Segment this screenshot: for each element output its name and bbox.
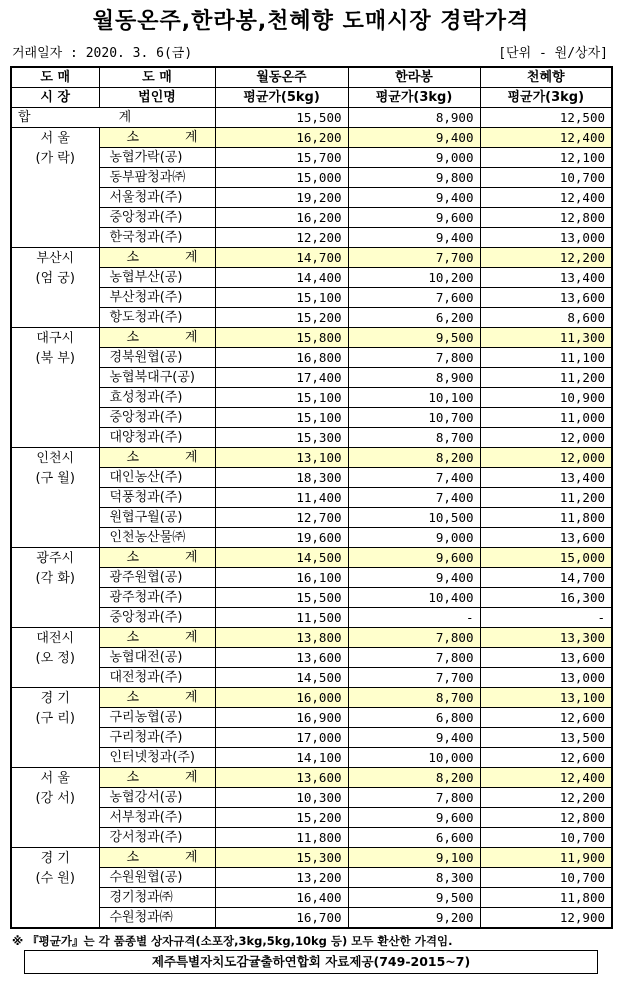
price-col2: 10,500	[348, 508, 480, 528]
subtotal-col1: 13,100	[215, 448, 348, 468]
table-row	[11, 648, 612, 668]
subtotal-row	[11, 328, 612, 348]
price-col1: 13,600	[215, 648, 348, 668]
firm-name: 동부팜청과㈜	[99, 168, 215, 188]
firm-name: 광주청과(주)	[99, 588, 215, 608]
table-row	[11, 428, 612, 448]
price-col2: 7,400	[348, 468, 480, 488]
subtotal-col1: 13,600	[215, 768, 348, 788]
price-col2: 8,900	[348, 368, 480, 388]
table-row	[11, 708, 612, 728]
market-city: 서 울	[40, 131, 70, 146]
subtotal-col1: 16,000	[215, 688, 348, 708]
price-col2: 10,000	[348, 748, 480, 768]
table-row	[11, 408, 612, 428]
price-col2: 9,000	[348, 148, 480, 168]
market-city: 경 기	[40, 691, 70, 706]
subtotal-row	[11, 848, 612, 868]
price-col1: 14,100	[215, 748, 348, 768]
price-col1: 11,400	[215, 488, 348, 508]
firm-name: 경기청과㈜	[99, 888, 215, 908]
price-col2: 7,600	[348, 288, 480, 308]
price-col3: 10,700	[480, 168, 612, 188]
price-col3: 12,900	[480, 908, 612, 929]
price-col1: 14,500	[215, 668, 348, 688]
firm-name: 중앙청과(주)	[99, 408, 215, 428]
table-row	[11, 868, 612, 888]
subtotal-col3: 12,400	[480, 128, 612, 148]
table-row	[11, 828, 612, 848]
price-col2: 7,700	[348, 668, 480, 688]
firm-name: 농협북대구(공)	[99, 368, 215, 388]
price-col1: 16,900	[215, 708, 348, 728]
market-city: 경 기	[40, 851, 70, 866]
subtotal-col3: 11,900	[480, 848, 612, 868]
price-col3: 11,200	[480, 368, 612, 388]
price-col2: 10,200	[348, 268, 480, 288]
price-col2: 7,400	[348, 488, 480, 508]
price-col2: 7,800	[348, 648, 480, 668]
price-col2: 9,400	[348, 728, 480, 748]
price-col3: 12,600	[480, 748, 612, 768]
source-box: 제주특별자치도감귤출하연합회 자료제공(749-2015~7)	[24, 950, 598, 974]
price-col3: 8,600	[480, 308, 612, 328]
price-col1: 18,300	[215, 468, 348, 488]
total-col1: 15,500	[215, 108, 348, 128]
firm-name: 효성청과(주)	[99, 388, 215, 408]
price-col2: 9,500	[348, 888, 480, 908]
table-row	[11, 668, 612, 688]
price-col3: 10,900	[480, 388, 612, 408]
firm-name: 농협부산(공)	[99, 268, 215, 288]
table-row	[11, 168, 612, 188]
price-col3: 14,700	[480, 568, 612, 588]
subtotal-col1: 15,300	[215, 848, 348, 868]
price-col3: 11,200	[480, 488, 612, 508]
page-title: 월동온주,한라봉,천혜향 도매시장 경락가격	[92, 9, 530, 34]
subtotal-col3: 11,300	[480, 328, 612, 348]
price-col2: 8,700	[348, 428, 480, 448]
firm-name: 구리농협(공)	[99, 708, 215, 728]
market-header-2: 시 장	[11, 88, 99, 108]
price-col2: 9,000	[348, 528, 480, 548]
table-row	[11, 368, 612, 388]
price-col3: 13,600	[480, 288, 612, 308]
price-col2: 9,400	[348, 188, 480, 208]
price-col3: 10,700	[480, 828, 612, 848]
price-col2: 9,200	[348, 908, 480, 929]
table-row	[11, 308, 612, 328]
price-col1: 16,800	[215, 348, 348, 368]
price-col1: 15,200	[215, 808, 348, 828]
price-col1: 16,100	[215, 568, 348, 588]
table-row	[11, 148, 612, 168]
price-col1: 15,200	[215, 308, 348, 328]
price-col2: 6,800	[348, 708, 480, 728]
table-row	[11, 208, 612, 228]
price-col2: 10,700	[348, 408, 480, 428]
subtotal-col1: 16,200	[215, 128, 348, 148]
price-col3: 12,100	[480, 148, 612, 168]
market-name	[11, 128, 99, 248]
price-col1: 13,200	[215, 868, 348, 888]
table-row	[11, 508, 612, 528]
subtotal-col3: 12,400	[480, 768, 612, 788]
subtotal-label: 소 계	[99, 848, 215, 868]
market-city: 부산시	[36, 251, 75, 266]
firm-name: 한국청과(주)	[99, 228, 215, 248]
subtotal-col2: 8,200	[348, 768, 480, 788]
subtotal-col1: 14,700	[215, 248, 348, 268]
price-col1: 15,100	[215, 288, 348, 308]
price-col1: 12,700	[215, 508, 348, 528]
price-col3: 13,400	[480, 268, 612, 288]
table-row	[11, 388, 612, 408]
trade-date: 거래일자 : 2020. 3. 6(금)	[12, 46, 193, 61]
price-col1: 16,400	[215, 888, 348, 908]
price-col3: -	[480, 608, 612, 628]
col2-header: 한라봉	[348, 67, 480, 88]
firm-name: 광주원협(공)	[99, 568, 215, 588]
market-district: (북 부)	[35, 351, 75, 366]
subtotal-col2: 7,800	[348, 628, 480, 648]
firm-name: 서울청과(주)	[99, 188, 215, 208]
price-col1: 15,100	[215, 408, 348, 428]
firm-name: 부산청과(주)	[99, 288, 215, 308]
price-col3: 11,100	[480, 348, 612, 368]
total-row	[11, 108, 612, 128]
price-col3: 16,300	[480, 588, 612, 608]
market-city: 대전시	[36, 631, 75, 646]
subtotal-col2: 9,500	[348, 328, 480, 348]
price-col3: 12,000	[480, 428, 612, 448]
subtotal-col2: 9,400	[348, 128, 480, 148]
firm-name: 수원원협(공)	[99, 868, 215, 888]
header-row-2	[11, 88, 612, 108]
table-row	[11, 528, 612, 548]
subtotal-row	[11, 248, 612, 268]
price-col3: 13,000	[480, 668, 612, 688]
price-col1: 16,700	[215, 908, 348, 929]
firm-name: 수원청과㈜	[99, 908, 215, 929]
firm-name: 농협강서(공)	[99, 788, 215, 808]
price-col2: 6,600	[348, 828, 480, 848]
table-body	[11, 108, 612, 929]
price-col3: 12,800	[480, 808, 612, 828]
price-col1: 15,100	[215, 388, 348, 408]
table-row	[11, 568, 612, 588]
table-row	[11, 748, 612, 768]
subtotal-col1: 15,800	[215, 328, 348, 348]
market-city: 인천시	[36, 451, 75, 466]
subtotal-label: 소 계	[99, 448, 215, 468]
price-col2: 9,400	[348, 228, 480, 248]
firm-name: 항도청과(주)	[99, 308, 215, 328]
price-col3: 12,800	[480, 208, 612, 228]
col1-subheader: 평균가(5kg)	[215, 88, 348, 108]
price-col3: 12,600	[480, 708, 612, 728]
table-row	[11, 608, 612, 628]
price-col1: 15,300	[215, 428, 348, 448]
market-name	[11, 328, 99, 448]
col3-header: 천혜향	[480, 67, 612, 88]
firm-name: 농협가락(공)	[99, 148, 215, 168]
price-col1: 19,600	[215, 528, 348, 548]
subtotal-label: 소 계	[99, 248, 215, 268]
subtotal-row	[11, 768, 612, 788]
price-col3: 13,600	[480, 528, 612, 548]
subtotal-label: 소 계	[99, 128, 215, 148]
table-row	[11, 788, 612, 808]
market-city: 서 울	[40, 771, 70, 786]
subtotal-label: 소 계	[99, 688, 215, 708]
price-col3: 13,500	[480, 728, 612, 748]
price-col1: 10,300	[215, 788, 348, 808]
market-district: (구 리)	[35, 711, 75, 726]
price-col3: 10,700	[480, 868, 612, 888]
total-col3: 12,500	[480, 108, 612, 128]
subtotal-row	[11, 448, 612, 468]
firm-name: 인터넷청과(주)	[99, 748, 215, 768]
subtotal-row	[11, 688, 612, 708]
firm-name: 대인농산(주)	[99, 468, 215, 488]
market-name	[11, 628, 99, 688]
table-row	[11, 228, 612, 248]
col2-subheader: 평균가(3kg)	[348, 88, 480, 108]
firm-name: 농협대전(공)	[99, 648, 215, 668]
firm-name: 구리청과(주)	[99, 728, 215, 748]
firm-name: 대양청과(주)	[99, 428, 215, 448]
table-row	[11, 908, 612, 929]
table-row	[11, 188, 612, 208]
table-row	[11, 588, 612, 608]
price-col1: 12,200	[215, 228, 348, 248]
subtotal-col2: 7,700	[348, 248, 480, 268]
price-col2: 7,800	[348, 348, 480, 368]
price-col1: 15,500	[215, 588, 348, 608]
market-name	[11, 848, 99, 929]
col3-subheader: 평균가(3kg)	[480, 88, 612, 108]
price-col2: 10,400	[348, 588, 480, 608]
header-row-1	[11, 67, 612, 88]
firm-name: 덕풍청과(주)	[99, 488, 215, 508]
market-district: (강 서)	[35, 791, 75, 806]
price-col2: 9,600	[348, 208, 480, 228]
price-col2: 7,800	[348, 788, 480, 808]
market-name	[11, 248, 99, 328]
table-row	[11, 888, 612, 908]
subtotal-row	[11, 128, 612, 148]
total-col2: 8,900	[348, 108, 480, 128]
firm-name: 인천농산물㈜	[99, 528, 215, 548]
subtotal-row	[11, 548, 612, 568]
price-col3: 13,600	[480, 648, 612, 668]
price-col3: 13,000	[480, 228, 612, 248]
market-district: (구 월)	[35, 471, 75, 486]
firm-header: 도 매	[99, 67, 215, 88]
table-row	[11, 808, 612, 828]
subtotal-label: 소 계	[99, 628, 215, 648]
price-col2: 9,400	[348, 568, 480, 588]
firm-name: 서부청과(주)	[99, 808, 215, 828]
price-col2: -	[348, 608, 480, 628]
price-col1: 16,200	[215, 208, 348, 228]
firm-header-2: 법인명	[99, 88, 215, 108]
firm-name: 강서청과(주)	[99, 828, 215, 848]
firm-name: 중앙청과(주)	[99, 208, 215, 228]
price-table	[10, 66, 613, 929]
table-row	[11, 728, 612, 748]
table-row	[11, 468, 612, 488]
subtotal-col3: 13,100	[480, 688, 612, 708]
subtotal-col2: 9,100	[348, 848, 480, 868]
market-name	[11, 448, 99, 548]
price-col3: 12,200	[480, 788, 612, 808]
footnote: ※ 『평균가』는 각 품종별 상자규격(소포장,3kg,5kg,10kg 등) 모두 환산한 가격임.	[12, 934, 453, 948]
price-col3: 11,800	[480, 508, 612, 528]
firm-name: 경북원협(공)	[99, 348, 215, 368]
price-col2: 8,300	[348, 868, 480, 888]
price-col1: 15,700	[215, 148, 348, 168]
market-district: (가 락)	[35, 151, 75, 166]
table-row	[11, 288, 612, 308]
table-row	[11, 348, 612, 368]
market-header: 도 매	[11, 67, 99, 88]
market-city: 광주시	[36, 551, 75, 566]
subtotal-label: 소 계	[99, 328, 215, 348]
price-col1: 15,000	[215, 168, 348, 188]
total-label: 합 계	[11, 108, 215, 128]
subtotal-col3: 12,200	[480, 248, 612, 268]
price-col3: 13,400	[480, 468, 612, 488]
unit-label: [단위 - 원/상자]	[498, 46, 608, 61]
price-col3: 11,000	[480, 408, 612, 428]
market-name	[11, 768, 99, 848]
price-col1: 11,800	[215, 828, 348, 848]
firm-name: 대전청과(주)	[99, 668, 215, 688]
price-col2: 9,600	[348, 808, 480, 828]
market-city: 대구시	[36, 331, 75, 346]
price-col1: 14,400	[215, 268, 348, 288]
price-col3: 11,800	[480, 888, 612, 908]
subtotal-label: 소 계	[99, 548, 215, 568]
subtotal-col1: 13,800	[215, 628, 348, 648]
price-col1: 19,200	[215, 188, 348, 208]
market-district: (수 원)	[35, 871, 75, 886]
subtotal-col2: 9,600	[348, 548, 480, 568]
market-name	[11, 688, 99, 768]
price-col1: 11,500	[215, 608, 348, 628]
market-district: (엄 궁)	[35, 271, 75, 286]
firm-name: 중앙청과(주)	[99, 608, 215, 628]
price-col2: 9,800	[348, 168, 480, 188]
subtotal-col2: 8,700	[348, 688, 480, 708]
col1-header: 월동온주	[215, 67, 348, 88]
table-row	[11, 488, 612, 508]
subtotal-col3: 12,000	[480, 448, 612, 468]
price-col3: 12,400	[480, 188, 612, 208]
price-col2: 6,200	[348, 308, 480, 328]
market-district: (각 화)	[35, 571, 75, 586]
subtotal-row	[11, 628, 612, 648]
price-col1: 17,400	[215, 368, 348, 388]
subtotal-label: 소 계	[99, 768, 215, 788]
market-name	[11, 548, 99, 628]
subtotal-col3: 13,300	[480, 628, 612, 648]
price-col1: 17,000	[215, 728, 348, 748]
subtotal-col1: 14,500	[215, 548, 348, 568]
firm-name: 원협구월(공)	[99, 508, 215, 528]
price-col2: 10,100	[348, 388, 480, 408]
market-district: (오 정)	[35, 651, 75, 666]
table-row	[11, 268, 612, 288]
subtotal-col3: 15,000	[480, 548, 612, 568]
subtotal-col2: 8,200	[348, 448, 480, 468]
